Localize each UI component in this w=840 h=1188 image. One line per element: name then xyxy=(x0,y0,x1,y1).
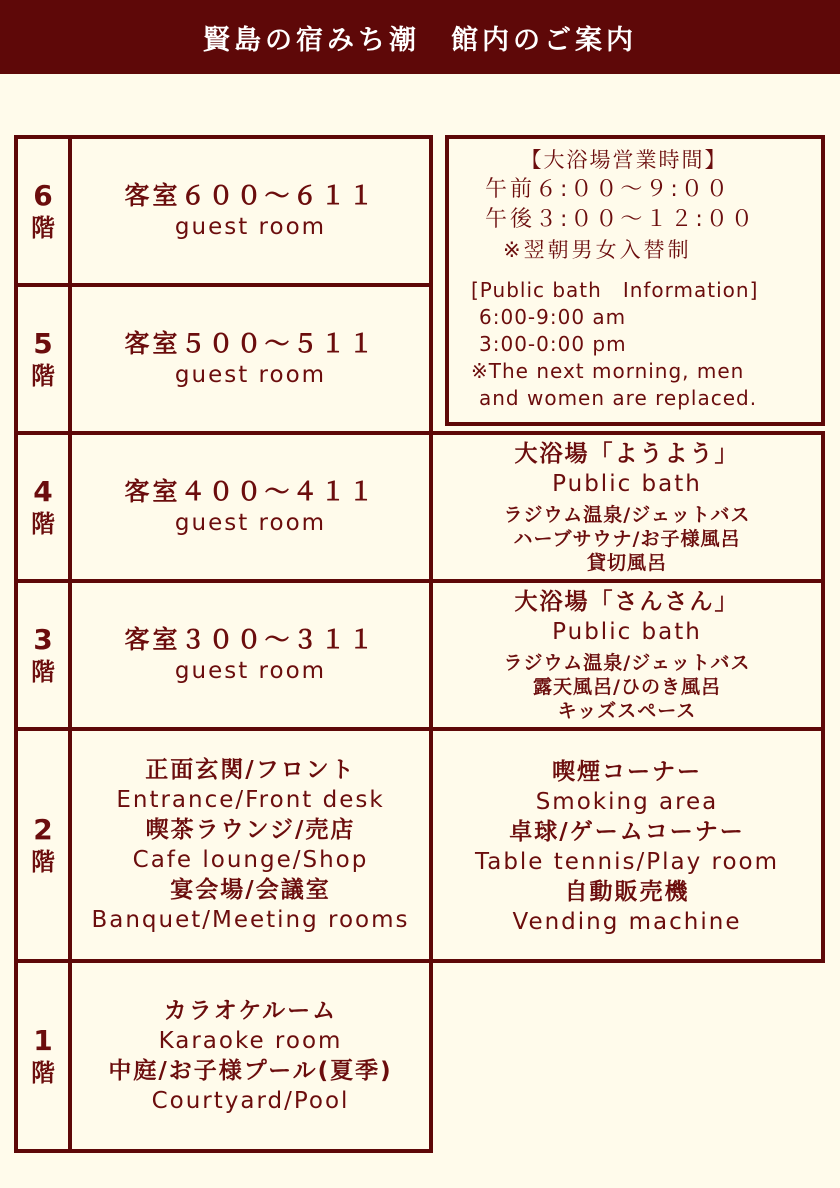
room-label: guest room xyxy=(174,362,327,388)
facility-ja: カラオケルーム xyxy=(163,998,338,1024)
room-range: 客室５００～５１１ xyxy=(124,329,377,358)
bath-yoyou xyxy=(429,431,825,583)
floor-kai: 階 xyxy=(31,1059,55,1087)
floor-number: 3 xyxy=(33,623,53,656)
room-range: 客室４００～４１１ xyxy=(124,477,377,506)
bath-note-en: ※The next morning, men xyxy=(471,359,745,383)
floor-number: 6 xyxy=(33,179,53,212)
floor-label-3 xyxy=(14,579,72,731)
floor-1-left xyxy=(68,959,433,1153)
floor-2-right xyxy=(429,727,825,963)
floor-label-6 xyxy=(14,135,72,287)
facility-ja: 正面玄関/フロント xyxy=(145,757,356,783)
bath-title: 大浴場「ようよう」 xyxy=(514,441,740,467)
bath-note-en: and women are replaced. xyxy=(479,386,758,410)
bath-hours-am-ja: 午前６:００～９:００ xyxy=(485,177,731,202)
facility-en: Smoking area xyxy=(535,789,719,815)
room-range: 客室６００～６１１ xyxy=(124,181,377,210)
bath-hours-pm-ja: 午後３:００～１２:００ xyxy=(485,207,756,232)
bath-feature: ラジウム温泉/ジェットバス xyxy=(503,652,751,674)
facility-en: Vending machine xyxy=(512,909,742,935)
room-label: guest room xyxy=(174,214,327,240)
floor-kai: 階 xyxy=(31,510,55,538)
floor-6-rooms xyxy=(68,135,433,287)
floor-label-1 xyxy=(14,959,72,1153)
floor-4-rooms xyxy=(68,431,433,583)
room-label: guest room xyxy=(174,510,327,536)
bath-hours-title-ja: 【大浴場営業時間】 xyxy=(520,148,728,172)
floor-number: 5 xyxy=(33,327,53,360)
bath-hours-info xyxy=(445,135,825,426)
facility-ja: 自動販売機 xyxy=(564,879,690,905)
facility-ja: 卓球/ゲームコーナー xyxy=(509,819,745,845)
bath-feature: ラジウム温泉/ジェットバス xyxy=(503,504,751,526)
bath-feature: キッズスペース xyxy=(557,700,697,722)
floor-kai: 階 xyxy=(31,214,55,242)
floor-number: 1 xyxy=(33,1024,53,1057)
facility-en: Courtyard/Pool xyxy=(151,1088,350,1114)
room-label: guest room xyxy=(174,658,327,684)
bath-feature: ハーブサウナ/お子様風呂 xyxy=(513,528,741,550)
facility-en: Entrance/Front desk xyxy=(116,787,385,813)
bath-feature: 貸切風呂 xyxy=(586,552,667,574)
facility-en: Karaoke room xyxy=(158,1028,343,1054)
bath-sansan xyxy=(429,579,825,731)
bath-subtitle: Public bath xyxy=(552,619,702,645)
bath-hours-pm-en: 3:00-0:00 pm xyxy=(479,332,627,356)
room-range: 客室３００～３１１ xyxy=(124,625,377,654)
floor-kai: 階 xyxy=(31,658,55,686)
floor-3-rooms xyxy=(68,579,433,731)
bath-hours-title-en: [Public bath Information] xyxy=(471,278,759,302)
facility-ja: 喫煙コーナー xyxy=(552,759,702,785)
floor-kai: 階 xyxy=(31,848,55,876)
page-title: 賢島の宿みち潮 館内のご案内 xyxy=(0,0,840,74)
facility-ja: 喫茶ラウンジ/売店 xyxy=(145,817,356,843)
facility-ja: 中庭/お子様プール(夏季) xyxy=(108,1058,393,1084)
floor-label-5 xyxy=(14,283,72,435)
floor-number: 2 xyxy=(33,813,53,846)
facility-en: Table tennis/Play room xyxy=(474,849,779,875)
floor-2-left xyxy=(68,727,433,963)
bath-note-ja: ※翌朝男女入替制 xyxy=(503,238,692,262)
facility-en: Cafe lounge/Shop xyxy=(132,847,369,873)
floor-label-4 xyxy=(14,431,72,583)
bath-subtitle: Public bath xyxy=(552,471,702,497)
bath-title: 大浴場「さんさん」 xyxy=(514,589,740,615)
floor-kai: 階 xyxy=(31,362,55,390)
facility-en: Banquet/Meeting rooms xyxy=(91,907,410,933)
bath-feature: 露天風呂/ひのき風呂 xyxy=(533,676,721,698)
floor-label-2 xyxy=(14,727,72,963)
floor-5-rooms xyxy=(68,283,433,435)
floor-number: 4 xyxy=(33,475,53,508)
facility-ja: 宴会場/会議室 xyxy=(170,877,331,903)
bath-hours-am-en: 6:00-9:00 am xyxy=(479,305,627,329)
